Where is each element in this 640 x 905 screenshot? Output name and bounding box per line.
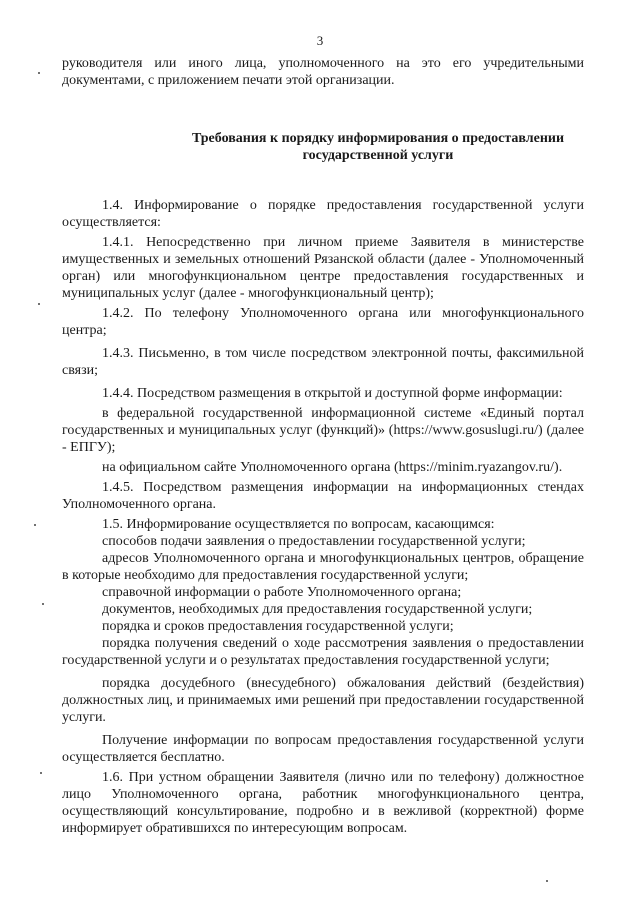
page-number: 3 xyxy=(316,33,324,48)
paragraph-1-6: 1.6. При устном обращении Заявителя (лично или по телефону) должностное лицо Уполномоченного органа, работник многофункционального центра, осуществляющий консультирование, подробно и в вежливой (корректной) форме информирует обратившихся по интересующим вопросам. xyxy=(62,770,584,836)
scan-speck xyxy=(34,524,36,526)
list-item: документов, необходимых для предоставления государственной услуги; xyxy=(102,602,533,617)
paragraph-1-4-2: 1.4.2. По телефону Уполномоченного органа или многофункционального центра; xyxy=(62,306,584,338)
paragraph-1-5: 1.5. Информирование осуществляется по вопросам, касающимся: xyxy=(102,517,495,532)
paragraph-1-4-4: 1.4.4. Посредством размещения в открытой и доступной форме информации: xyxy=(102,386,563,401)
section-heading: Требования к порядку информирования о предоставлении государственной услуги xyxy=(191,131,565,163)
scan-speck xyxy=(40,772,42,774)
list-item: адресов Уполномоченного органа и многофункциональных центров, обращение в которые необходимо для предоставления государственной услуги; xyxy=(62,551,584,583)
list-item: порядка досудебного (внесудебного) обжалования действий (бездействия) должностных лиц, и принимаемых ими решений при предоставлении государственной услуги. xyxy=(62,676,584,725)
list-item: справочной информации о работе Уполномоченного органа; xyxy=(102,585,462,600)
paragraph-epgu: в федеральной государственной информационной системе «Единый портал государственных и муниципальных услуг (функций)» (https://www.gosuslugi.ru/) (далее - ЕПГУ); xyxy=(62,406,584,455)
scan-speck xyxy=(546,880,548,882)
paragraph-official-site: на официальном сайте Уполномоченного органа (https://minim.ryazangov.ru/). xyxy=(102,460,563,475)
paragraph-1-4: 1.4. Информирование о порядке предоставления государственной услуги осуществляется: xyxy=(62,198,584,230)
paragraph-1-4-5: 1.4.5. Посредством размещения информации на информационных стендах Уполномоченного органа. xyxy=(62,480,584,512)
paragraph-1-4-1: 1.4.1. Непосредственно при личном приеме Заявителя в министерстве имущественных и земельных отношений Рязанской области (далее - Уполномоченный орган) или многофункциональном центре предоставления государственных и муниципальных услуг (далее - многофункциональный центр); xyxy=(62,235,584,301)
paragraph-1-4-3: 1.4.3. Письменно, в том числе посредством электронной почты, факсимильной связи; xyxy=(62,346,584,378)
document-body xyxy=(62,55,584,837)
intro-paragraph: руководителя или иного лица, уполномоченного на это его учредительными документами, с приложением печати этой организации. xyxy=(62,56,584,88)
list-item: порядка и сроков предоставления государственной услуги; xyxy=(102,619,454,634)
paragraph-free-of-charge: Получение информации по вопросам предоставления государственной услуги осуществляется бесплатно. xyxy=(62,733,584,765)
scan-speck xyxy=(42,603,44,605)
scan-speck xyxy=(38,72,40,74)
list-item: способов подачи заявления о предоставлении государственной услуги; xyxy=(102,534,526,549)
list-item: порядка получения сведений о ходе рассмотрения заявления о предоставлении государственной услуги и о результатах предоставления государственной услуги; xyxy=(62,636,584,668)
scan-speck xyxy=(38,303,40,305)
